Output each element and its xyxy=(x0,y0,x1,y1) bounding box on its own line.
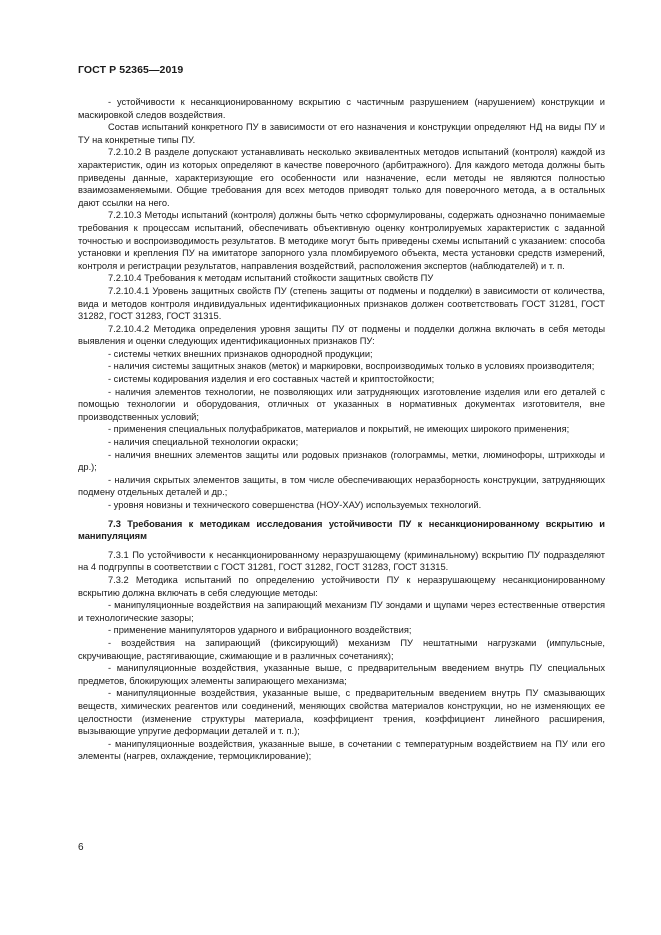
paragraph: - наличия специальной технологии окраски; xyxy=(108,437,299,448)
paragraph: - наличия скрытых элементов защиты, в том числе обеспечивающих неразборность конструкции, затрудняющих подмену отдельных деталей и др.; xyxy=(78,474,605,498)
paragraph: 7.2.10.4.2 Методика определения уровня защиты ПУ от подмены и подделки должна включать в себя методы выявления и оценки следующих идентификационных признаков ПУ: xyxy=(78,323,605,347)
page-number: 6 xyxy=(78,842,84,853)
paragraph: 7.2.10.2 В разделе допускают устанавливать несколько эквивалентных методов испытаний (контроля) каждой из характеристик, один из которых определяют в качестве поверочного (арбитражного). Для каждого метода должны быть приведены данные, характеризующие его особенности или назначение, если методы не являются полностью взаимозаменяемыми. Общие требования для всех методов приводят только для поверочного метода, а в остальных дают ссылки на него. xyxy=(78,147,605,208)
document-header: ГОСТ Р 52365—2019 xyxy=(78,64,184,76)
paragraph: 7.3.1 По устойчивости к несанкционированному неразрушающему (криминальному) вскрытию ПУ подразделяют на 4 подгруппы в соответствии с ГОСТ 31281, ГОСТ 31282, ГОСТ 31283, ГОСТ 31315. xyxy=(78,549,605,573)
paragraph: - воздействия на запирающий (фиксирующий) механизм ПУ нештатными нагрузками (импульсные, скручивающие, растягивающие, сжимающие и в различных сочетаниях); xyxy=(78,637,605,661)
paragraph: Состав испытаний конкретного ПУ в зависимости от его назначения и конструкции определяют НД на виды ПУ и ТУ на конкретные типы ПУ. xyxy=(78,122,605,145)
paragraph: - уровня новизны и технического совершенства (НОУ-ХАУ) используемых технологий. xyxy=(108,500,482,510)
paragraph: - системы четких внешних признаков однородной продукции; xyxy=(108,348,373,359)
paragraph: - наличия элементов технологии, не позволяющих или затрудняющих изготовление изделия или его деталей с помощью технологии и оборудования, отличных от указанных в нормативных документах изготовителя, вне производственных условий; xyxy=(78,386,605,422)
paragraph: 7.3.2 Методика испытаний по определению устойчивости ПУ к неразрушающему несанкционированному вскрытию должна включать в себя следующие методы: xyxy=(78,574,605,598)
paragraph: - манипуляционные воздействия, указанные выше, в сочетании с температурным воздействием на ПУ или его элементы (нагрев, охлаждение, термоциклирование); xyxy=(78,738,605,762)
paragraph: - применения специальных полуфабрикатов, материалов и покрытий, не имеющих широкого применения; xyxy=(108,424,570,435)
paragraph: - манипуляционные воздействия, указанные выше, с предварительным введением внутрь ПУ специальных предметов, блокирующих элементы запирающего механизма; xyxy=(78,663,605,686)
paragraph: - применение манипуляторов ударного и вибрационного воздействия; xyxy=(108,625,412,636)
paragraph: 7.2.10.3 Методы испытаний (контроля) должны быть четко сформулированы, содержать однозначно понимаемые требования к процессам испытаний, обеспечивать объективную оценку контролируемых характеристик с заданной точностью и воспроизводимость результатов. В методике могут быть приведены схемы испытаний с указанием: способа установки и крепления ПУ на имитаторе запорного узла пломбируемого объекта, места установки средств измерений, контроля и регистрации результатов, направления воздействий, расположения экспертов (наблюдателей) и т. п. xyxy=(78,210,605,271)
paragraph: - манипуляционные воздействия на запирающий механизм ПУ зондами и щупами через естественные отверстия и технологические зазоры; xyxy=(78,600,605,623)
paragraph: 7.2.10.4.1 Уровень защитных свойств ПУ (степень защиты от подмены и подделки) в зависимости от количества, вида и методов контроля индивидуальных идентификационных признаков должен соответствовать ГОСТ 31281, ГОСТ 31282, ГОСТ 31283, ГОСТ 31315. xyxy=(78,285,605,322)
paragraph: 7.2.10.4 Требования к методам испытаний стойкости защитных свойств ПУ xyxy=(108,273,434,284)
paragraph: - манипуляционные воздействия, указанные выше, с предварительным введением внутрь ПУ смазывающих веществ, химических реагентов или соединений, меняющих свойства материалов конструкции, но не изменяющих ее целостности (изменение структуры материала, коэффициент трения, коэффициент линейного расширения, вызывающие упругие деформации деталей и т. п.); xyxy=(78,688,605,737)
section-heading: 7.3 Требования к методикам исследования устойчивости ПУ к несанкционированному вскрытию и манипуляциям xyxy=(78,518,605,542)
paragraph: - наличия внешних элементов защиты или родовых признаков (голограммы, метки, люминофоры, штрихкоды и др.); xyxy=(78,449,605,473)
paragraph: - наличия системы защитных знаков (меток) и маркировки, воспроизводимых только в условиях производителя; xyxy=(108,361,595,372)
paragraph: - системы кодирования изделия и его составных частей и криптостойкости; xyxy=(108,374,435,385)
paragraph: - устойчивости к несанкционированному вскрытию с частичным разрушением (нарушением) конструкции и маскировкой следов воздействия. xyxy=(78,97,605,120)
document-body xyxy=(78,96,605,763)
